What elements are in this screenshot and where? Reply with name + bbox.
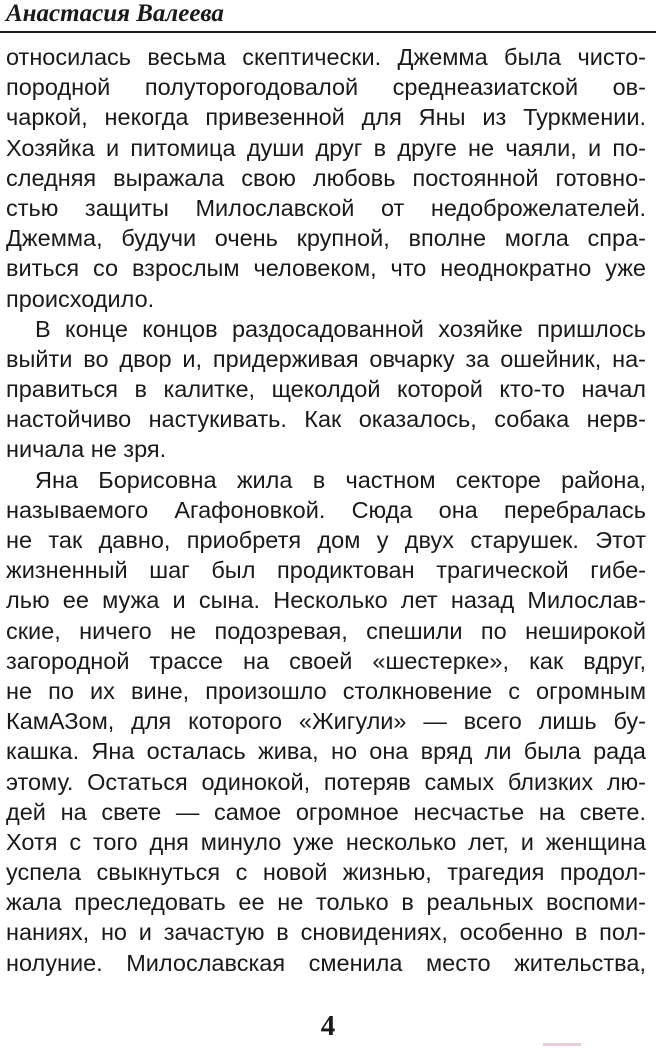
text-line: Хозяйка и питомица души друг в друге не чаяли, и по- [6, 134, 646, 161]
text-line: настойчиво настукивать. Как оказалось, собака нерв- [6, 406, 646, 433]
running-head: Анастасия Валеева [6, 0, 224, 27]
header-rule [0, 31, 656, 33]
text-line: не так давно, приобретя дом у двух старушек. Этот [6, 527, 646, 553]
text-line: жизненный шаг был продиктован трагической гибе- [6, 557, 646, 584]
text-line: Яна Борисовна жила в частном секторе района, [35, 466, 646, 493]
text-line: загородной трассе на своей «шестерке», как вдруг, [6, 647, 646, 674]
text-line: наниях, но и зачастую в сновидениях, особенно в пол- [6, 919, 646, 946]
text-line: Джемма, будучи очень крупной, вполне могла спра- [6, 225, 646, 252]
text-line: лью ее мужа и сына. Несколько лет назад Милослав- [6, 587, 646, 614]
page-number: 4 [320, 1010, 336, 1042]
text-line: правиться в калитке, щеколдой которой кто-то начал [6, 376, 646, 403]
text-line: ские, ничего не подозревая, спешили по неширокой [6, 617, 646, 644]
text-line: виться со взрослым человеком, что неоднократно уже [6, 255, 646, 282]
text-line: ничала не зря. [6, 436, 167, 463]
text-line: КамАЗом, для которого «Жигули» — всего лишь бу- [6, 708, 646, 735]
text-line: выйти во двор и, придерживая овчарку за ошейник, на- [6, 345, 646, 372]
text-line: кашка. Яна осталась жива, но она вряд ли была рада [6, 738, 646, 765]
text-line: относилась весьма скептически. Джемма была чисто- [6, 44, 646, 70]
text-line: следняя выражала свою любовь постоянной готовно- [6, 164, 646, 191]
text-line: стью защиты Милославской от недоброжелателей. [6, 194, 646, 221]
text-line: жала преследовать ее не только в реальных воспоми- [6, 889, 646, 916]
text-line: В конце концов раздосадованной хозяйке пришлось [35, 315, 646, 342]
text-line: успела свыкнуться с новой жизнью, трагедия продол- [6, 859, 646, 886]
text-line: происходило. [6, 285, 155, 312]
text-line: не по их вине, произошло столкновение с огромным [6, 677, 646, 704]
body-text [6, 42, 646, 978]
scan-mark [543, 1043, 581, 1046]
text-line: Хотя с того дня минуло уже несколько лет, и женщина [6, 828, 646, 855]
text-line: дей на свете — самое огромное несчастье на свете. [6, 798, 646, 825]
text-line: породной полуторогодовалой среднеазиатской ов- [6, 74, 646, 101]
text-line: этому. Остаться одинокой, потеряв самых близких лю- [6, 768, 646, 795]
text-line: нолуние. Милославская сменила место жительства, [6, 949, 646, 976]
text-line: чаркой, некогда привезенной для Яны из Туркмении. [6, 104, 646, 131]
text-line: называемого Агафоновкой. Сюда она перебралась [6, 496, 646, 523]
